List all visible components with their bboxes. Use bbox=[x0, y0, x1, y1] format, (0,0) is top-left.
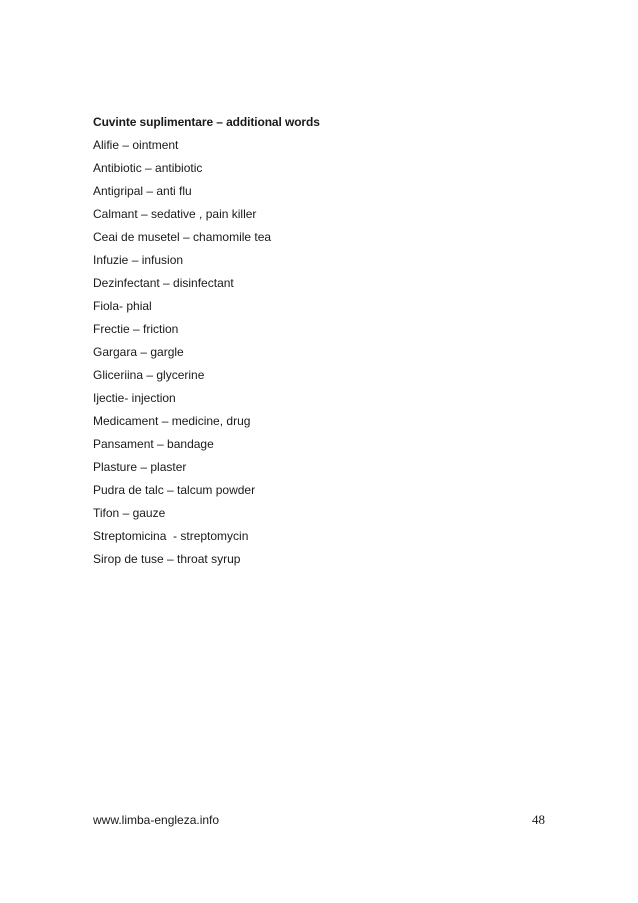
list-item: Ceai de musetel – chamomile tea bbox=[93, 230, 272, 244]
list-item: Medicament – medicine, drug bbox=[93, 414, 251, 428]
list-item: Calmant – sedative , pain killer bbox=[93, 207, 257, 221]
list-item: Ijectie- injection bbox=[93, 391, 176, 405]
list-item: Dezinfectant – disinfectant bbox=[93, 276, 234, 290]
list-item: Fiola- phial bbox=[93, 299, 152, 313]
list-item: Plasture – plaster bbox=[93, 460, 187, 474]
footer-website: www.limba-engleza.info bbox=[93, 813, 220, 827]
list-item: Antigripal – anti flu bbox=[93, 184, 192, 198]
list-item: Sirop de tuse – throat syrup bbox=[93, 552, 241, 566]
section-heading: Cuvinte suplimentare – additional words bbox=[93, 115, 320, 129]
list-item: Pudra de talc – talcum powder bbox=[93, 483, 256, 497]
list-item: Alifie – ointment bbox=[93, 138, 179, 152]
list-item: Frectie – friction bbox=[93, 322, 179, 336]
list-item: Antibiotic – antibiotic bbox=[93, 161, 203, 175]
vocabulary-list bbox=[93, 138, 271, 575]
list-item: Gargara – gargle bbox=[93, 345, 184, 359]
list-item: Tifon – gauze bbox=[93, 506, 166, 520]
list-item: Gliceriina – glycerine bbox=[93, 368, 205, 382]
list-item: Streptomicina - streptomycin bbox=[93, 529, 249, 543]
list-item: Pansament – bandage bbox=[93, 437, 214, 451]
list-item: Infuzie – infusion bbox=[93, 253, 184, 267]
page-number: 48 bbox=[532, 812, 545, 827]
